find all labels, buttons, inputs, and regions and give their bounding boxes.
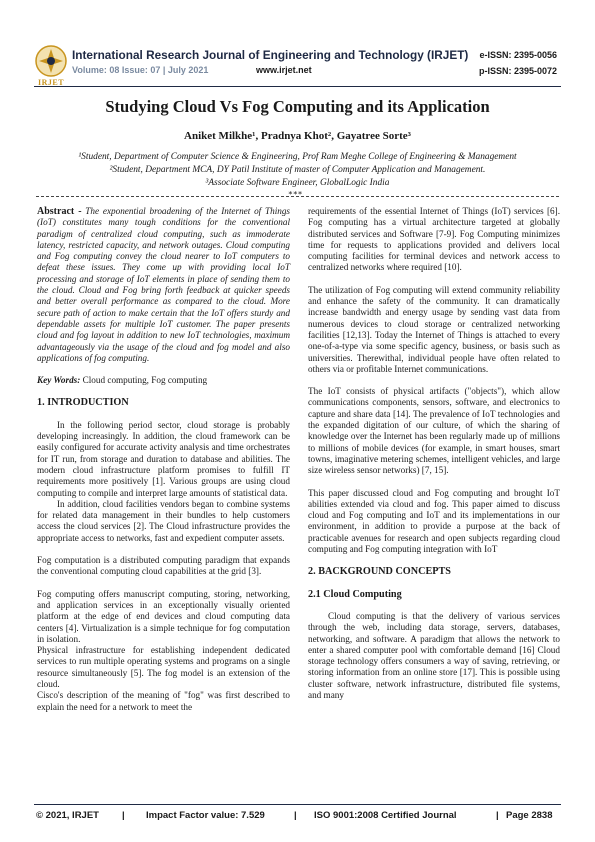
intro-paragraph-2: In addition, cloud facilities vendors began to combine systems for related data management in their bundles to help customers access the cloud services [2]. The Cloud infrastructure provides the appropriate access to networks, fast and expedient computer assets. (37, 498, 290, 543)
right-paragraph-4: This paper discussed cloud and Fog computing and brought IoT abilities extended via cloud and fog. This paper aimed to discuss cloud and Fog computing and IoT and its implementations in our environment, in addition to provide a purpose at the back of practicable avenues for research and open subjects regarding cloud computing and Fog computing integration with IoT (308, 487, 560, 555)
p-issn: p-ISSN: 2395-0072 (478, 66, 557, 76)
author-list: Aniket Milkhe¹, Pradnya Khot², Gayatree Sorte³ (184, 130, 411, 142)
volume-info: Volume: 08 Issue: 07 | July 2021 (72, 65, 209, 75)
footer-divider (34, 804, 561, 805)
subsection-heading-cloud-computing: 2.1 Cloud Computing (308, 588, 402, 600)
e-issn: e-ISSN: 2395-0056 (479, 50, 557, 60)
keywords-label: Key Words: (37, 375, 81, 386)
footer-copyright: © 2021, IRJET (36, 810, 99, 821)
intro-paragraph-1: In the following period sector, cloud storage is probably developing increasingly. In addition, the cloud framework can be easily configured for accurate activity analysis and time orchestrates for IT run, from storage and duration to database and abilities. The modern cloud infrastructure platform promises to fulfill IT requirements more positively [1]. Various groups are using cloud computing to compile and interpret large amounts of statistical data. (37, 419, 290, 498)
irjet-logo-icon (34, 44, 68, 78)
intro-paragraph-4: Fog computing offers manuscript computing, storing, networking, and application services in an exceptionally visually oriented platform at the edge of end devices and cloud computing data centers [4]. Virtualization is a simple technique for fog computation in isolation. (37, 588, 290, 644)
affiliation-3: ³Associate Software Engineer, GlobalLogic India (205, 178, 390, 188)
abstract-text: The exponential broadening of the Internet of Things (IoT) constitutes many tough conditions for the conventional paradigm of centralized cloud computing, such as immoderate latency, restricted capacity, and network outages. Cloud computing and Fog computing convey the cloud nearer to IoT computers to defeat these issues. They come up with providing local IoT processing and storage of IoT elements in place of sending them to the cloud. Cloud and Fog bring forth feedback at quicker speeds and better overall performance as compared to the cloud. More secure path of action to make certain that the IoT offers sturdy and dependable assets for multiple IoT customer. The paper presents cloud and fog layout in addition to new IoT technologies, maximum advantageously via the usage of the cloud and fog model and also applications of fog computing. (37, 206, 291, 363)
left-column (37, 206, 290, 713)
footer-iso: ISO 9001:2008 Certified Journal (314, 810, 457, 821)
logo-text: IRJET (37, 78, 65, 87)
footer-page-number: Page 2838 (506, 810, 553, 821)
right-paragraph-3: The IoT consists of physical artifacts ("objects"), which allow communications components, sensors, software, and electronics to capture and share data [14]. The prevalence of IoT technologies and the expanded digitation of our culture, of which the sharing of knowledge over the Internet has been regularly made up of millions to millions of mobile devices (for example, in smart houses, smart towns, imaginative metering schemes, intelligent vehicles, and large size wireless sensor networks) [7, 15]. (308, 386, 560, 476)
section-heading-background: 2. BACKGROUND CONCEPTS (308, 566, 451, 578)
intro-paragraph-5: Physical infrastructure for establishing independent dedicated services to run multiple operating systems and programs on a single resource simultaneously [5]. The fog model is an extension of the cloud. (37, 645, 290, 689)
footer-separator: | (496, 810, 499, 821)
affiliation-2: ²Student, Department MCA, DY Patil Institute of master of Computer Application and Management. (109, 165, 486, 175)
keywords-text: Cloud computing, Fog computing (80, 375, 208, 386)
right-paragraph-1: requirements of the essential Internet of Things (IoT) services [6]. Fog computing has a virtual architecture targeted at globally distributed services and Software [7-9]. Fog Computing minimizes time for requests to applications provided and delivers local computing facilities for terminal devices and network access to centralized networks where required [10]. (308, 206, 560, 273)
abstract-label: Abstract - (37, 206, 82, 217)
header-divider (34, 86, 561, 87)
footer-separator: | (294, 810, 297, 821)
affiliation-1: ¹Student, Department of Computer Science & Engineering, Prof Ram Meghe College of Engineering & Management (78, 152, 517, 162)
footer-separator: | (122, 810, 125, 821)
section-heading-introduction: 1. INTRODUCTION (37, 397, 129, 409)
intro-paragraph-6: Cisco's description of the meaning of "fog" was first described to explain the need for a network to meet the (37, 690, 290, 712)
right-column (308, 206, 560, 701)
abstract (37, 206, 290, 364)
cloud-computing-paragraph: Cloud computing is that the delivery of various services through the web, including data storage, servers, databases, networking, and software. A paradigm that allows the network to enter a shared computer pool with comfortable demand [16] Cloud storage technology offers consumers a way of saving, retrieving, or storing information from an online store [17]. This is possible using cluster software, network infrastructure, distributed file systems, and many (308, 610, 560, 700)
journal-website-link[interactable]: www.irjet.net (256, 65, 312, 75)
keywords (37, 375, 290, 386)
divider-mark: *** (288, 190, 303, 199)
paper-title: Studying Cloud Vs Fog Computing and its Application (105, 97, 490, 116)
intro-paragraph-3: Fog computation is a distributed computing paradigm that expands the conventional computing cloud capabilities at the grid [3]. (37, 555, 290, 577)
footer-impact-factor: Impact Factor value: 7.529 (146, 810, 265, 821)
right-paragraph-2: The utilization of Fog computing will extend community reliability and enhance the safety of the community. It can dramatically increase bandwidth and energy usage by sending vast data from numerous devices to cloud storage or centralized networking facilities [12,13]. Today the Internet of Things is attached to every one-of-a-type via some specific agency, business, or basis such as universities. Therewithal, individual people have often related to others via or profitable Internet communications. (308, 284, 560, 374)
journal-title: International Research Journal of Engineering and Technology (IRJET) (72, 48, 469, 62)
